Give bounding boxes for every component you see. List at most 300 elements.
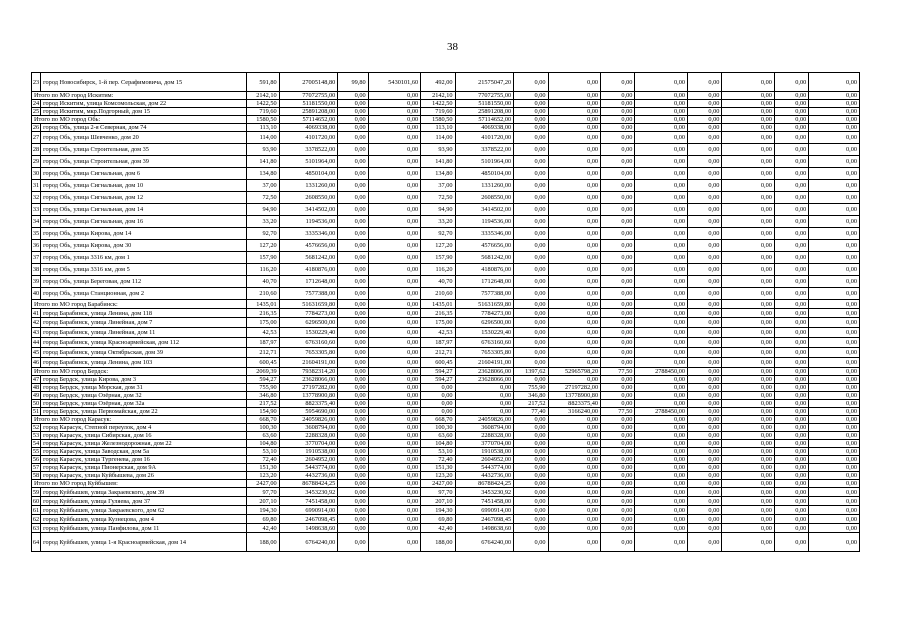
value-cell: 53,10: [421, 448, 455, 456]
value-cell: 0,00: [601, 348, 635, 358]
value-cell: 0,00: [809, 480, 860, 488]
value-cell: 0,00: [809, 156, 860, 168]
value-cell: 100,30: [247, 424, 279, 432]
value-cell: 0,00: [548, 424, 601, 432]
value-cell: 175,00: [421, 318, 455, 328]
table-row: [32, 73, 860, 92]
value-cell: 113,10: [247, 124, 279, 132]
value-cell: 0,00: [635, 132, 688, 144]
value-cell: 0,00: [635, 216, 688, 228]
value-cell: 7784273,00: [455, 309, 514, 318]
value-cell: 212,71: [247, 348, 279, 358]
value-cell: 0,00: [368, 497, 421, 506]
value-cell: 0,00: [722, 392, 775, 400]
value-cell: 0,00: [601, 416, 635, 424]
value-cell: 0,00: [514, 358, 548, 368]
value-cell: 0,00: [338, 497, 368, 506]
value-cell: 0,00: [514, 472, 548, 480]
value-cell: 4180876,00: [279, 264, 338, 276]
table-row: [32, 376, 860, 384]
value-cell: 0,00: [368, 368, 421, 376]
value-cell: 0,00: [601, 240, 635, 252]
table-row: [32, 348, 860, 358]
value-cell: 0,00: [338, 204, 368, 216]
value-cell: 23628066,00: [279, 376, 338, 384]
table-row: [32, 392, 860, 400]
address-cell: город Куйбышев, улица Закраевского, дом 62: [41, 506, 247, 515]
value-cell: 0,00: [548, 156, 601, 168]
value-cell: 1498638,60: [279, 524, 338, 533]
value-cell: 0,00: [514, 168, 548, 180]
address-cell: город Бердск, улица Кирова, дом 3: [41, 376, 247, 384]
value-cell: 0,00: [635, 204, 688, 216]
value-cell: 0,00: [601, 464, 635, 472]
address-cell: город Обь, улица Сигнальная, дом 10: [41, 180, 247, 192]
value-cell: 0,00: [722, 432, 775, 440]
value-cell: 0,00: [548, 124, 601, 132]
value-cell: 0,00: [368, 144, 421, 156]
value-cell: 0,00: [688, 132, 722, 144]
value-cell: 0,00: [722, 328, 775, 338]
value-cell: 0,00: [514, 480, 548, 488]
value-cell: 0,00: [368, 309, 421, 318]
value-cell: 0,00: [774, 348, 808, 358]
value-cell: 0,00: [722, 156, 775, 168]
value-cell: 0,00: [338, 132, 368, 144]
value-cell: 0,00: [809, 506, 860, 515]
value-cell: 0,00: [338, 318, 368, 328]
table-row: [32, 384, 860, 392]
value-cell: 1422,50: [247, 100, 279, 108]
address-cell: город Обь, улица Береговая, дом 112: [41, 276, 247, 288]
value-cell: 0,00: [809, 288, 860, 300]
value-cell: 0,00: [548, 328, 601, 338]
table-row: [32, 408, 860, 416]
value-cell: 0,00: [601, 376, 635, 384]
address-cell: город Карасук, улица Тургенева, дом 16: [41, 456, 247, 464]
row-number: 50: [32, 400, 40, 407]
value-cell: 0,00: [635, 384, 688, 392]
value-cell: 0,00: [338, 240, 368, 252]
value-cell: 0,00: [338, 328, 368, 338]
value-cell: 0,00: [809, 533, 860, 552]
row-number: 43: [32, 329, 40, 336]
value-cell: 0,00: [514, 156, 548, 168]
value-cell: 0,00: [722, 348, 775, 358]
value-cell: 0,00: [809, 73, 860, 92]
value-cell: 0,00: [809, 488, 860, 497]
value-cell: 3335346,00: [455, 228, 514, 240]
value-cell: 0,00: [774, 204, 808, 216]
value-cell: 0,00: [514, 488, 548, 497]
value-cell: 0,00: [635, 488, 688, 497]
table-row: [32, 288, 860, 300]
value-cell: 668,70: [421, 416, 455, 424]
address-cell: город Барабинск, улица Линейная, дом 11: [41, 328, 247, 338]
value-cell: 0,00: [774, 524, 808, 533]
value-cell: 4180876,00: [455, 264, 514, 276]
value-cell: 0,00: [421, 408, 455, 416]
value-cell: 86788424,25: [455, 480, 514, 488]
value-cell: 0,00: [548, 252, 601, 264]
value-cell: 0,00: [514, 240, 548, 252]
value-cell: 77,40: [514, 408, 548, 416]
value-cell: 3453230,92: [455, 488, 514, 497]
value-cell: 600,45: [247, 358, 279, 368]
value-cell: 0,00: [809, 456, 860, 464]
table-row: [32, 456, 860, 464]
address-cell: город Обь, улица Строительная, дом 35: [41, 144, 247, 156]
row-number: 58: [32, 472, 40, 479]
value-cell: 0,00: [722, 506, 775, 515]
value-cell: 719,60: [421, 108, 455, 116]
address-cell: город Обь, улица Кирова, дом 14: [41, 228, 247, 240]
address-cell: город Карасук, улица Заводская, дом 5а: [41, 448, 247, 456]
value-cell: 0,00: [722, 116, 775, 124]
table-row: [32, 506, 860, 515]
value-cell: 0,00: [688, 408, 722, 416]
row-number: 54: [32, 440, 40, 447]
page-number: 38: [447, 41, 458, 53]
value-cell: 0,00: [774, 456, 808, 464]
value-cell: 0,00: [601, 440, 635, 448]
value-cell: 0,00: [809, 309, 860, 318]
value-cell: 0,00: [774, 116, 808, 124]
address-cell: город Бердск, улица Первомайская, дом 22: [41, 408, 247, 416]
value-cell: 0,00: [722, 144, 775, 156]
value-cell: 27197282,00: [548, 384, 601, 392]
value-cell: 0,00: [688, 416, 722, 424]
value-cell: 0,00: [722, 204, 775, 216]
value-cell: 0,00: [635, 515, 688, 524]
address-cell: город Обь, улица Кирова, дом 30: [41, 240, 247, 252]
value-cell: 217,52: [247, 400, 279, 408]
value-cell: 0,00: [809, 328, 860, 338]
value-cell: 104,80: [421, 440, 455, 448]
value-cell: 0,00: [368, 506, 421, 515]
value-cell: 216,35: [247, 309, 279, 318]
table-row: [32, 264, 860, 276]
table-row: [32, 100, 860, 108]
value-cell: 0,00: [368, 318, 421, 328]
value-cell: 0,00: [338, 506, 368, 515]
value-cell: 4576656,00: [279, 240, 338, 252]
value-cell: 0,00: [809, 440, 860, 448]
table-row: [32, 472, 860, 480]
value-cell: 0,00: [368, 228, 421, 240]
value-cell: 0,00: [774, 472, 808, 480]
row-number: 64: [32, 533, 41, 552]
address-cell: город Обь, улица Сигнальная, дом 6: [41, 168, 247, 180]
value-cell: 69,80: [247, 515, 279, 524]
value-cell: 1498638,60: [455, 524, 514, 533]
value-cell: 0,00: [514, 124, 548, 132]
value-cell: 0,00: [635, 108, 688, 116]
value-cell: 6764240,00: [279, 533, 338, 552]
value-cell: 5954690,00: [279, 408, 338, 416]
value-cell: 0,00: [809, 92, 860, 100]
value-cell: 0,00: [722, 309, 775, 318]
value-cell: 0,00: [368, 180, 421, 192]
value-cell: 0,00: [688, 328, 722, 338]
value-cell: 0,00: [601, 533, 635, 552]
value-cell: 57114652,00: [279, 116, 338, 124]
value-cell: 0,00: [601, 180, 635, 192]
address-cell: город Барабинск, улица Ленина, дом 103: [41, 358, 247, 368]
value-cell: 0,00: [688, 506, 722, 515]
table-row: [32, 124, 860, 132]
value-cell: 72,40: [247, 456, 279, 464]
value-cell: 0,00: [368, 424, 421, 432]
table-row: [32, 464, 860, 472]
value-cell: 0,00: [722, 252, 775, 264]
address-cell: город Обь, улица Шевченко, дом 20: [41, 132, 247, 144]
value-cell: 0,00: [809, 100, 860, 108]
value-cell: 4850104,00: [455, 168, 514, 180]
value-cell: 33,20: [421, 216, 455, 228]
value-cell: 0,00: [635, 318, 688, 328]
value-cell: 0,00: [688, 368, 722, 376]
value-cell: 0,00: [368, 300, 421, 309]
subtotal-row: [32, 300, 860, 309]
row-number: 42: [32, 319, 40, 326]
value-cell: 0,00: [601, 432, 635, 440]
value-cell: 6764240,00: [455, 533, 514, 552]
value-cell: 6296500,00: [455, 318, 514, 328]
value-cell: 0,00: [368, 533, 421, 552]
value-cell: 0,00: [635, 264, 688, 276]
value-cell: 52965798,20: [548, 368, 601, 376]
value-cell: 116,20: [247, 264, 279, 276]
value-cell: 0,00: [514, 92, 548, 100]
value-cell: 0,00: [548, 506, 601, 515]
value-cell: 42,40: [421, 524, 455, 533]
value-cell: 0,00: [635, 448, 688, 456]
value-cell: 0,00: [548, 472, 601, 480]
value-cell: 0,00: [774, 100, 808, 108]
row-number: 51: [32, 408, 40, 415]
value-cell: 0,00: [809, 338, 860, 348]
value-cell: 0,00: [514, 276, 548, 288]
value-cell: 0,00: [774, 432, 808, 440]
value-cell: 0,00: [514, 100, 548, 108]
value-cell: 0,00: [774, 73, 808, 92]
value-cell: 1435,01: [421, 300, 455, 309]
value-cell: 0,00: [368, 338, 421, 348]
value-cell: 6990914,00: [455, 506, 514, 515]
subtotal-label: Итого по МО город Куйбышев:: [32, 480, 247, 488]
value-cell: 0,00: [368, 252, 421, 264]
row-number: 57: [32, 464, 40, 471]
value-cell: 0,00: [601, 100, 635, 108]
value-cell: 21604191,00: [279, 358, 338, 368]
address-cell: город Барабинск, улица Линейная, дом 7: [41, 318, 247, 328]
value-cell: 0,00: [722, 338, 775, 348]
value-cell: 114,00: [421, 132, 455, 144]
value-cell: 5681242,00: [279, 252, 338, 264]
value-cell: 0,00: [548, 216, 601, 228]
table-row: [32, 156, 860, 168]
value-cell: 3335346,00: [279, 228, 338, 240]
value-cell: 0,00: [601, 392, 635, 400]
value-cell: 0,00: [635, 338, 688, 348]
value-cell: 0,00: [368, 132, 421, 144]
value-cell: 0,00: [809, 228, 860, 240]
table-row: [32, 309, 860, 318]
address-cell: город Карасук, улица Сибирская, дом 16: [41, 432, 247, 440]
value-cell: 0,00: [688, 240, 722, 252]
value-cell: 0,00: [809, 384, 860, 392]
value-cell: 0,00: [601, 288, 635, 300]
value-cell: 0,00: [368, 358, 421, 368]
address-cell: город Обь, улица Строительная, дом 39: [41, 156, 247, 168]
value-cell: 346,80: [247, 392, 279, 400]
value-cell: 0,00: [809, 168, 860, 180]
value-cell: 116,20: [421, 264, 455, 276]
value-cell: 0,00: [774, 408, 808, 416]
value-cell: 53,10: [247, 448, 279, 456]
value-cell: 0,00: [774, 506, 808, 515]
value-cell: 600,45: [421, 358, 455, 368]
value-cell: 0,00: [601, 338, 635, 348]
subtotal-label: Итого по МО город Барабинск:: [32, 300, 247, 309]
value-cell: 0,00: [809, 116, 860, 124]
value-cell: 0,00: [514, 132, 548, 144]
value-cell: 1530229,40: [279, 328, 338, 338]
value-cell: 0,00: [368, 276, 421, 288]
value-cell: 1580,50: [247, 116, 279, 124]
value-cell: 72,50: [247, 192, 279, 204]
value-cell: 0,00: [722, 515, 775, 524]
value-cell: 0,00: [722, 276, 775, 288]
value-cell: 0,00: [809, 252, 860, 264]
value-cell: 0,00: [368, 456, 421, 464]
value-cell: 0,00: [635, 358, 688, 368]
value-cell: 2788450,00: [635, 368, 688, 376]
value-cell: 0,00: [368, 524, 421, 533]
value-cell: 0,00: [774, 358, 808, 368]
value-cell: 0,00: [722, 228, 775, 240]
value-cell: 0,00: [809, 515, 860, 524]
value-cell: 0,00: [601, 309, 635, 318]
address-cell: город Обь, улица Станционная, дом 2: [41, 288, 247, 300]
value-cell: 0,00: [635, 480, 688, 488]
value-cell: 0,00: [548, 533, 601, 552]
value-cell: 0,00: [635, 524, 688, 533]
value-cell: 0,00: [635, 73, 688, 92]
value-cell: 755,90: [514, 384, 548, 392]
value-cell: 0,00: [774, 192, 808, 204]
value-cell: 0,00: [601, 228, 635, 240]
value-cell: 207,10: [421, 497, 455, 506]
value-cell: 0,00: [601, 216, 635, 228]
row-number: 44: [32, 339, 40, 346]
value-cell: 0,00: [514, 116, 548, 124]
value-cell: 0,00: [338, 464, 368, 472]
value-cell: 0,00: [774, 240, 808, 252]
table-row: [32, 276, 860, 288]
value-cell: 0,00: [548, 515, 601, 524]
value-cell: 141,80: [421, 156, 455, 168]
row-number: 49: [32, 392, 40, 399]
value-cell: 0,00: [722, 533, 775, 552]
value-cell: 194,30: [421, 506, 455, 515]
value-cell: 0,00: [601, 252, 635, 264]
value-cell: 0,00: [774, 144, 808, 156]
value-cell: 77072755,00: [455, 92, 514, 100]
value-cell: 0,00: [338, 440, 368, 448]
value-cell: 0,00: [338, 424, 368, 432]
address-cell: город Бердск, улица Морская, дом 31: [41, 384, 247, 392]
value-cell: 0,00: [338, 288, 368, 300]
value-cell: 0,00: [722, 358, 775, 368]
value-cell: 0,00: [688, 228, 722, 240]
value-cell: 2604952,00: [279, 456, 338, 464]
row-number: 34: [32, 216, 41, 228]
value-cell: 1194536,00: [279, 216, 338, 228]
subtotal-row: [32, 92, 860, 100]
address-cell: город Куйбышев, улица Закраевского, дом 39: [41, 488, 247, 497]
table-row: [32, 132, 860, 144]
value-cell: 0,00: [774, 108, 808, 116]
value-cell: 0,00: [514, 506, 548, 515]
value-cell: 0,00: [548, 240, 601, 252]
value-cell: 0,00: [368, 328, 421, 338]
value-cell: 0,00: [809, 240, 860, 252]
value-cell: 157,90: [247, 252, 279, 264]
value-cell: 0,00: [809, 348, 860, 358]
value-cell: 63,60: [421, 432, 455, 440]
row-number: 46: [32, 359, 40, 366]
row-number: 61: [32, 506, 40, 514]
value-cell: 0,00: [548, 358, 601, 368]
value-cell: 77072755,00: [279, 92, 338, 100]
value-cell: 0,00: [688, 348, 722, 358]
value-cell: 0,00: [809, 416, 860, 424]
row-number: 62: [32, 515, 40, 523]
value-cell: 2467098,45: [279, 515, 338, 524]
value-cell: 0,00: [338, 384, 368, 392]
value-cell: 0,00: [514, 192, 548, 204]
value-cell: 0,00: [514, 515, 548, 524]
value-cell: 0,00: [635, 300, 688, 309]
value-cell: 33,20: [247, 216, 279, 228]
value-cell: 591,80: [247, 73, 279, 92]
row-number: 29: [32, 156, 41, 168]
value-cell: 0,00: [635, 228, 688, 240]
value-cell: 0,00: [421, 392, 455, 400]
value-cell: 5681242,00: [455, 252, 514, 264]
address-cell: город Бердск, улица Озёрная, дом 32: [41, 392, 247, 400]
address-cell: город Обь, улица 2-я Северная, дом 74: [41, 124, 247, 132]
value-cell: 6763160,60: [279, 338, 338, 348]
value-cell: 0,00: [548, 288, 601, 300]
value-cell: 0,00: [688, 376, 722, 384]
value-cell: 0,00: [774, 416, 808, 424]
value-cell: 2604952,00: [455, 456, 514, 464]
address-cell: город Куйбышев, улица Панфилова, дом 11: [41, 524, 247, 533]
value-cell: 0,00: [809, 144, 860, 156]
table-row: [32, 424, 860, 432]
value-cell: 40,70: [247, 276, 279, 288]
value-cell: 0,00: [601, 116, 635, 124]
value-cell: 0,00: [338, 116, 368, 124]
value-cell: 5443774,00: [455, 464, 514, 472]
value-cell: 0,00: [774, 168, 808, 180]
value-cell: 0,00: [601, 132, 635, 144]
value-cell: 0,00: [688, 464, 722, 472]
value-cell: 0,00: [774, 318, 808, 328]
